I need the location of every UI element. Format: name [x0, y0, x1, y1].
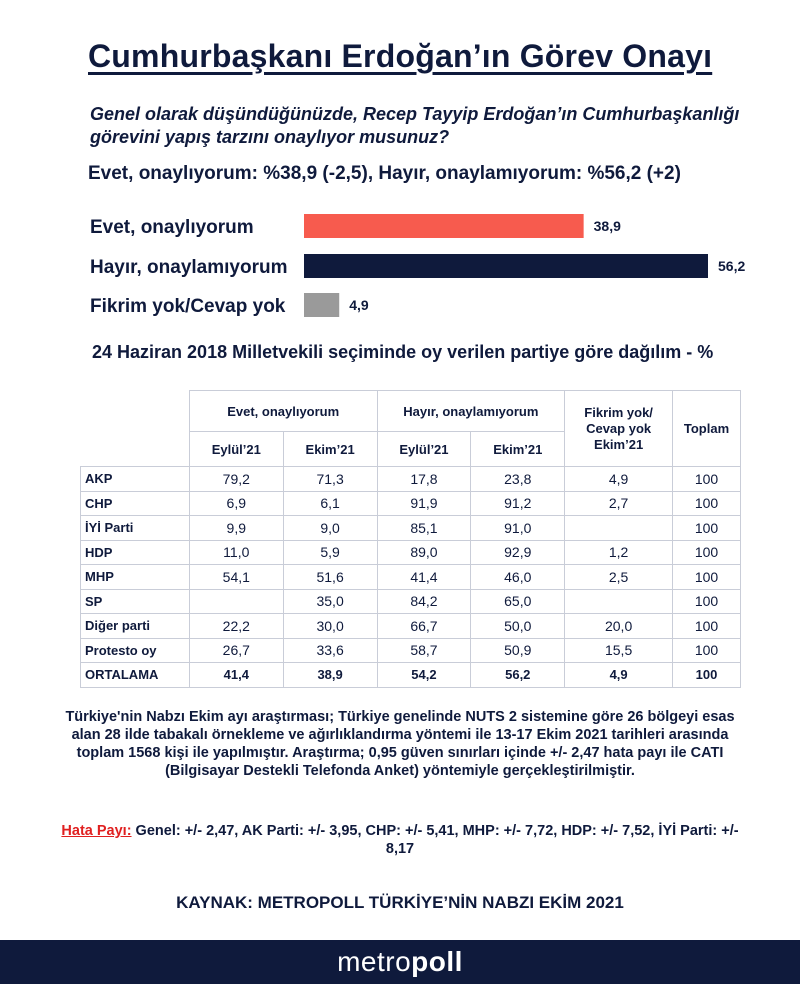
table-row — [81, 565, 741, 590]
value-cell: 50,0 — [471, 614, 565, 639]
table-row — [81, 540, 741, 565]
party-name-cell: MHP — [81, 565, 190, 590]
month-header: Eylül’21 — [377, 432, 471, 467]
value-cell: 20,0 — [565, 614, 673, 639]
table-row — [81, 589, 741, 614]
value-cell: 100 — [673, 491, 741, 516]
value-cell: 2,7 — [565, 491, 673, 516]
value-cell: 71,3 — [283, 467, 377, 492]
value-cell: 54,1 — [189, 565, 283, 590]
table-row — [81, 467, 741, 492]
value-cell: 6,9 — [189, 491, 283, 516]
group-header-no: Hayır, onaylamıyorum — [377, 391, 565, 432]
value-cell: 30,0 — [283, 614, 377, 639]
party-name-cell: CHP — [81, 491, 190, 516]
header-no-comment: Fikrim yok/ Cevap yok Ekim’21 — [565, 391, 673, 467]
value-cell: 100 — [673, 638, 741, 663]
party-header-blank-2 — [81, 432, 190, 467]
value-cell: 84,2 — [377, 589, 471, 614]
party-distribution-table — [80, 390, 741, 688]
value-cell: 100 — [673, 589, 741, 614]
value-cell: 41,4 — [377, 565, 471, 590]
party-name-cell: ORTALAMA — [81, 663, 190, 688]
bar-category-label: Fikrim yok/Cevap yok — [90, 296, 286, 317]
party-name-cell: AKP — [81, 467, 190, 492]
table-row — [81, 638, 741, 663]
value-cell — [189, 589, 283, 614]
value-cell: 100 — [673, 467, 741, 492]
bar-category-label: Evet, onaylıyorum — [90, 217, 254, 238]
value-cell: 1,2 — [565, 540, 673, 565]
value-cell: 91,0 — [471, 516, 565, 541]
value-cell: 22,2 — [189, 614, 283, 639]
value-cell: 100 — [673, 565, 741, 590]
value-cell: 9,9 — [189, 516, 283, 541]
table-row — [81, 516, 741, 541]
methodology-note: Türkiye'nin Nabzı Ekim ayı araştırması; Türkiye genelinde NUTS 2 sistemine göre 26 bölgeyi esas alan 28 ilde tabakalı örnekleme ve ağırlıklandırma yöntemi ile 13-17 Ekim 2021 tarihleri arasında toplam 1568 kişi ile yapılmıştır. Araştırma; 0,95 güven sınırları içinde +/- 2,47 hata payı ile CATI (Bilgisayar Destekli Telefonda Anket) yöntemiyle gerçekleştirilmiştir. — [65, 709, 735, 779]
value-cell: 15,5 — [565, 638, 673, 663]
value-cell: 33,6 — [283, 638, 377, 663]
bar-category-label: Hayır, onaylamıyorum — [90, 257, 288, 278]
value-cell: 100 — [673, 614, 741, 639]
value-cell: 4,9 — [565, 467, 673, 492]
margin-values: Genel: +/- 2,47, AK Parti: +/- 3,95, CHP: +/- 5,41, MHP: +/- 7,72, HDP: +/- 7,52, İYİ Parti: +/- 8,17 — [131, 823, 739, 857]
table-row — [81, 614, 741, 639]
bar — [304, 254, 708, 278]
month-header: Ekim’21 — [471, 432, 565, 467]
survey-question: Genel olarak düşündüğünüzde, Recep Tayyip Erdoğan’ın Cumhurbaşkanlığı görevini yapış tarzını onaylıyor musunuz? — [90, 104, 740, 147]
value-cell: 23,8 — [471, 467, 565, 492]
value-cell: 4,9 — [565, 663, 673, 688]
party-name-cell: HDP — [81, 540, 190, 565]
value-cell: 85,1 — [377, 516, 471, 541]
value-cell: 5,9 — [283, 540, 377, 565]
header-total: Toplam — [673, 391, 741, 467]
value-cell: 91,2 — [471, 491, 565, 516]
result-summary: Evet, onaylıyorum: %38,9 (-2,5), Hayır, onaylamıyorum: %56,2 (+2) — [88, 163, 681, 184]
party-name-cell: SP — [81, 589, 190, 614]
month-header: Ekim’21 — [283, 432, 377, 467]
month-header: Eylül’21 — [189, 432, 283, 467]
party-name-cell: Protesto oy — [81, 638, 190, 663]
value-cell: 6,1 — [283, 491, 377, 516]
value-cell: 66,7 — [377, 614, 471, 639]
value-cell: 51,6 — [283, 565, 377, 590]
table-subtitle: 24 Haziran 2018 Milletvekili seçiminde oy verilen partiye göre dağılım - % — [92, 342, 714, 362]
value-cell: 38,9 — [283, 663, 377, 688]
value-cell: 2,5 — [565, 565, 673, 590]
value-cell: 54,2 — [377, 663, 471, 688]
bar — [304, 214, 584, 238]
value-cell: 11,0 — [189, 540, 283, 565]
value-cell: 100 — [673, 663, 741, 688]
value-cell: 35,0 — [283, 589, 377, 614]
value-cell: 41,4 — [189, 663, 283, 688]
value-cell: 46,0 — [471, 565, 565, 590]
table-row — [81, 491, 741, 516]
bar-value-label: 56,2 — [718, 258, 746, 274]
party-header-blank — [81, 391, 190, 432]
margin-of-error — [60, 822, 740, 858]
approval-bar-chart — [0, 0, 800, 330]
value-cell: 58,7 — [377, 638, 471, 663]
source-note: KAYNAK: METROPOLL TÜRKİYE’NİN NABZI EKİM 2021 — [176, 893, 624, 912]
footer-bar — [0, 940, 800, 984]
table-body — [81, 467, 741, 688]
table-row-average — [81, 663, 741, 688]
value-cell: 9,0 — [283, 516, 377, 541]
bar — [304, 293, 339, 317]
value-cell: 65,0 — [471, 589, 565, 614]
value-cell — [565, 516, 673, 541]
value-cell: 89,0 — [377, 540, 471, 565]
margin-label: Hata Payı: — [61, 823, 132, 839]
value-cell — [565, 589, 673, 614]
party-name-cell: İYİ Parti — [81, 516, 190, 541]
value-cell: 50,9 — [471, 638, 565, 663]
value-cell: 100 — [673, 540, 741, 565]
group-header-yes: Evet, onaylıyorum — [189, 391, 377, 432]
value-cell: 17,8 — [377, 467, 471, 492]
value-cell: 91,9 — [377, 491, 471, 516]
page-title: Cumhurbaşkanı Erdoğan’ın Görev Onayı — [88, 38, 713, 74]
value-cell: 26,7 — [189, 638, 283, 663]
bar-value-label: 38,9 — [593, 218, 621, 234]
bar-value-label: 4,9 — [349, 297, 369, 313]
metropoll-logo: metropoll — [337, 946, 463, 977]
value-cell: 92,9 — [471, 540, 565, 565]
party-name-cell: Diğer parti — [81, 614, 190, 639]
value-cell: 100 — [673, 516, 741, 541]
value-cell: 56,2 — [471, 663, 565, 688]
value-cell: 79,2 — [189, 467, 283, 492]
